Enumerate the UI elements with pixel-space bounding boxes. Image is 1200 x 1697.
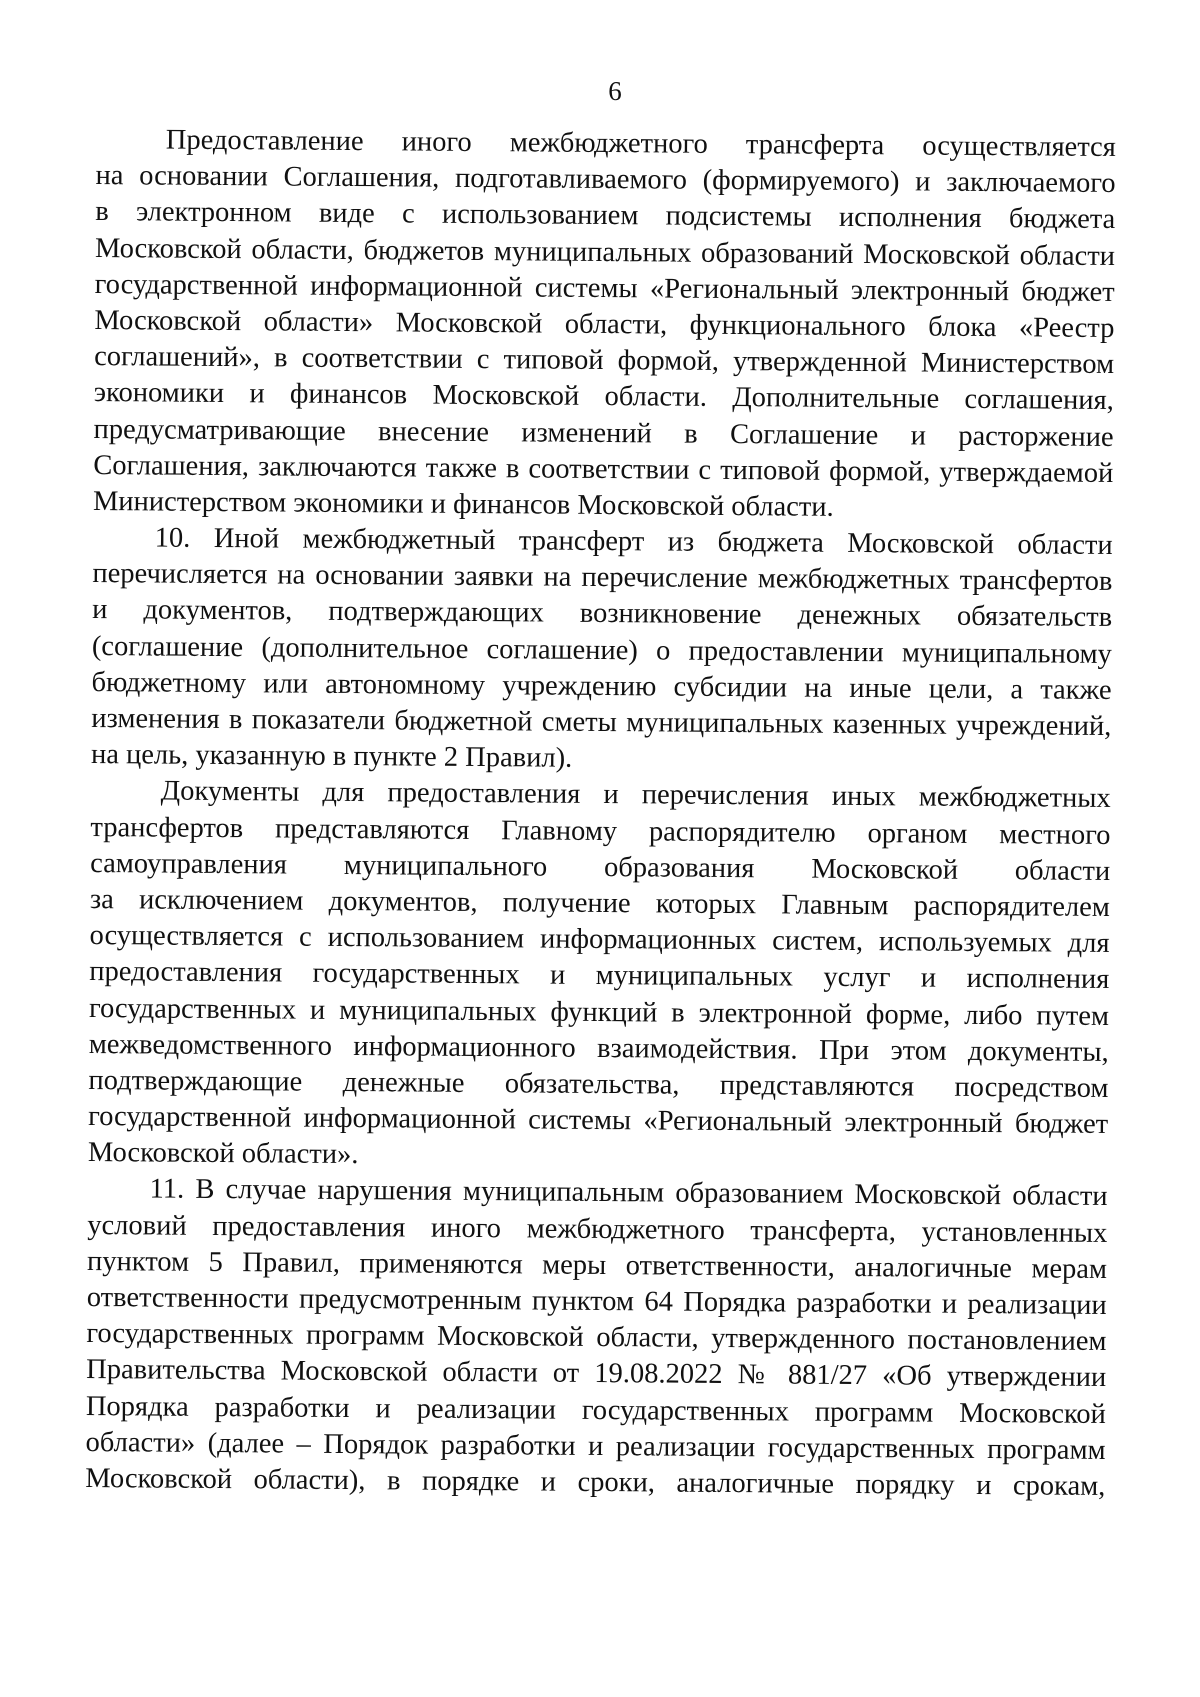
text-line: Московской области» Московской области, функционального блока «Реестр: [94, 304, 1115, 344]
text-line: 10. Иной межбюджетный трансферт из бюджета Московской области: [154, 522, 1113, 562]
text-line: Соглашения, заключаются также в соответствии с типовой формой, утверждаемой: [93, 449, 1114, 489]
page-number: 6: [608, 76, 622, 106]
text-line: государственной информационной системы «Региональный электронный бюджет: [88, 1101, 1109, 1141]
text-line: Московской области, бюджетов муниципальных образований Московской области: [94, 232, 1116, 272]
text-line: на основании Соглашения, подготавливаемого (формируемого) и заключаемого: [95, 160, 1116, 200]
text-line: Порядка разработки и реализации государственных программ Московской: [85, 1390, 1107, 1430]
text-line: государственной информационной системы «Региональный электронный бюджет: [94, 268, 1115, 308]
text-line: Московской области».: [87, 1137, 359, 1171]
text-line: (соглашение (дополнительное соглашение) о предоставлении муниципальному: [91, 630, 1112, 670]
text-line: в электронном виде с использованием подсистемы исполнения бюджета: [95, 196, 1116, 236]
text-line: Московской области), в порядке и сроки, аналогичные порядку и срокам,: [85, 1462, 1106, 1502]
text-line: предоставления государственных и муниципальных услуг и исполнения: [89, 956, 1110, 996]
text-line: перечисляется на основании заявки на перечисление межбюджетных трансфертов: [92, 558, 1113, 598]
paragraph-item-10: [91, 520, 1113, 781]
text-line: осуществляется с использованием информационных систем, используемых для: [89, 920, 1110, 960]
text-line: Документы для предоставления и перечисления иных межбюджетных: [160, 775, 1111, 815]
document-body: [85, 122, 1116, 1505]
paragraph-documents: [88, 773, 1111, 1179]
text-line: пунктом 5 Правил, применяются меры ответственности, аналогичные мерам: [86, 1245, 1108, 1285]
text-line: самоуправления муниципального образования Московской области: [90, 847, 1111, 887]
text-line: изменения в показатели бюджетной сметы муниципальных казенных учреждений,: [91, 702, 1112, 742]
text-line: на цель, указанную в пункте 2 Правил).: [90, 739, 573, 774]
text-line: государственных и муниципальных функций в электронной форме, либо путем: [88, 992, 1110, 1032]
text-line: государственных программ Московской области, утвержденного постановлением: [86, 1318, 1107, 1358]
text-line: подтверждающие денежные обязательства, представляются посредством: [88, 1064, 1109, 1104]
text-line: за исключением документов, получение которых Главным распорядителем: [89, 883, 1110, 923]
text-line: экономики и финансов Московской области. Дополнительные соглашения,: [93, 377, 1114, 417]
text-line: ответственности предусмотренным пунктом 64 Порядка разработки и реализации: [86, 1281, 1107, 1321]
text-line: и документов, подтверждающих возникновение денежных обязательств: [92, 594, 1113, 634]
paragraph-agreement: [93, 122, 1116, 528]
paragraph-item-11: [85, 1171, 1108, 1505]
text-line: области» (далее – Порядок разработки и реализации государственных программ: [85, 1426, 1106, 1466]
text-line: межведомственного информационного взаимодействия. При этом документы,: [88, 1028, 1109, 1068]
text-line: условий предоставления иного межбюджетного трансферта, установленных: [87, 1209, 1108, 1249]
text-line: предусматривающие внесение изменений в Соглашение и расторжение: [93, 413, 1114, 453]
text-line: Правительства Московской области от 19.08.2022 № 881/27 «Об утверждении: [86, 1354, 1107, 1394]
text-line: трансфертов представляются Главному распорядителю органом местного: [90, 811, 1111, 851]
text-line: Предоставление иного межбюджетного трансферта осуществляется: [165, 124, 1116, 164]
text-line: бюджетному или автономному учреждению субсидии на иные цели, а также: [91, 666, 1112, 706]
text-line: соглашений», в соответствии с типовой формой, утвержденной Министерством: [94, 341, 1115, 381]
text-line: 11. В случае нарушения муниципальным образованием Московской области: [149, 1173, 1108, 1213]
text-line: Министерством экономики и финансов Московской области.: [92, 485, 834, 523]
